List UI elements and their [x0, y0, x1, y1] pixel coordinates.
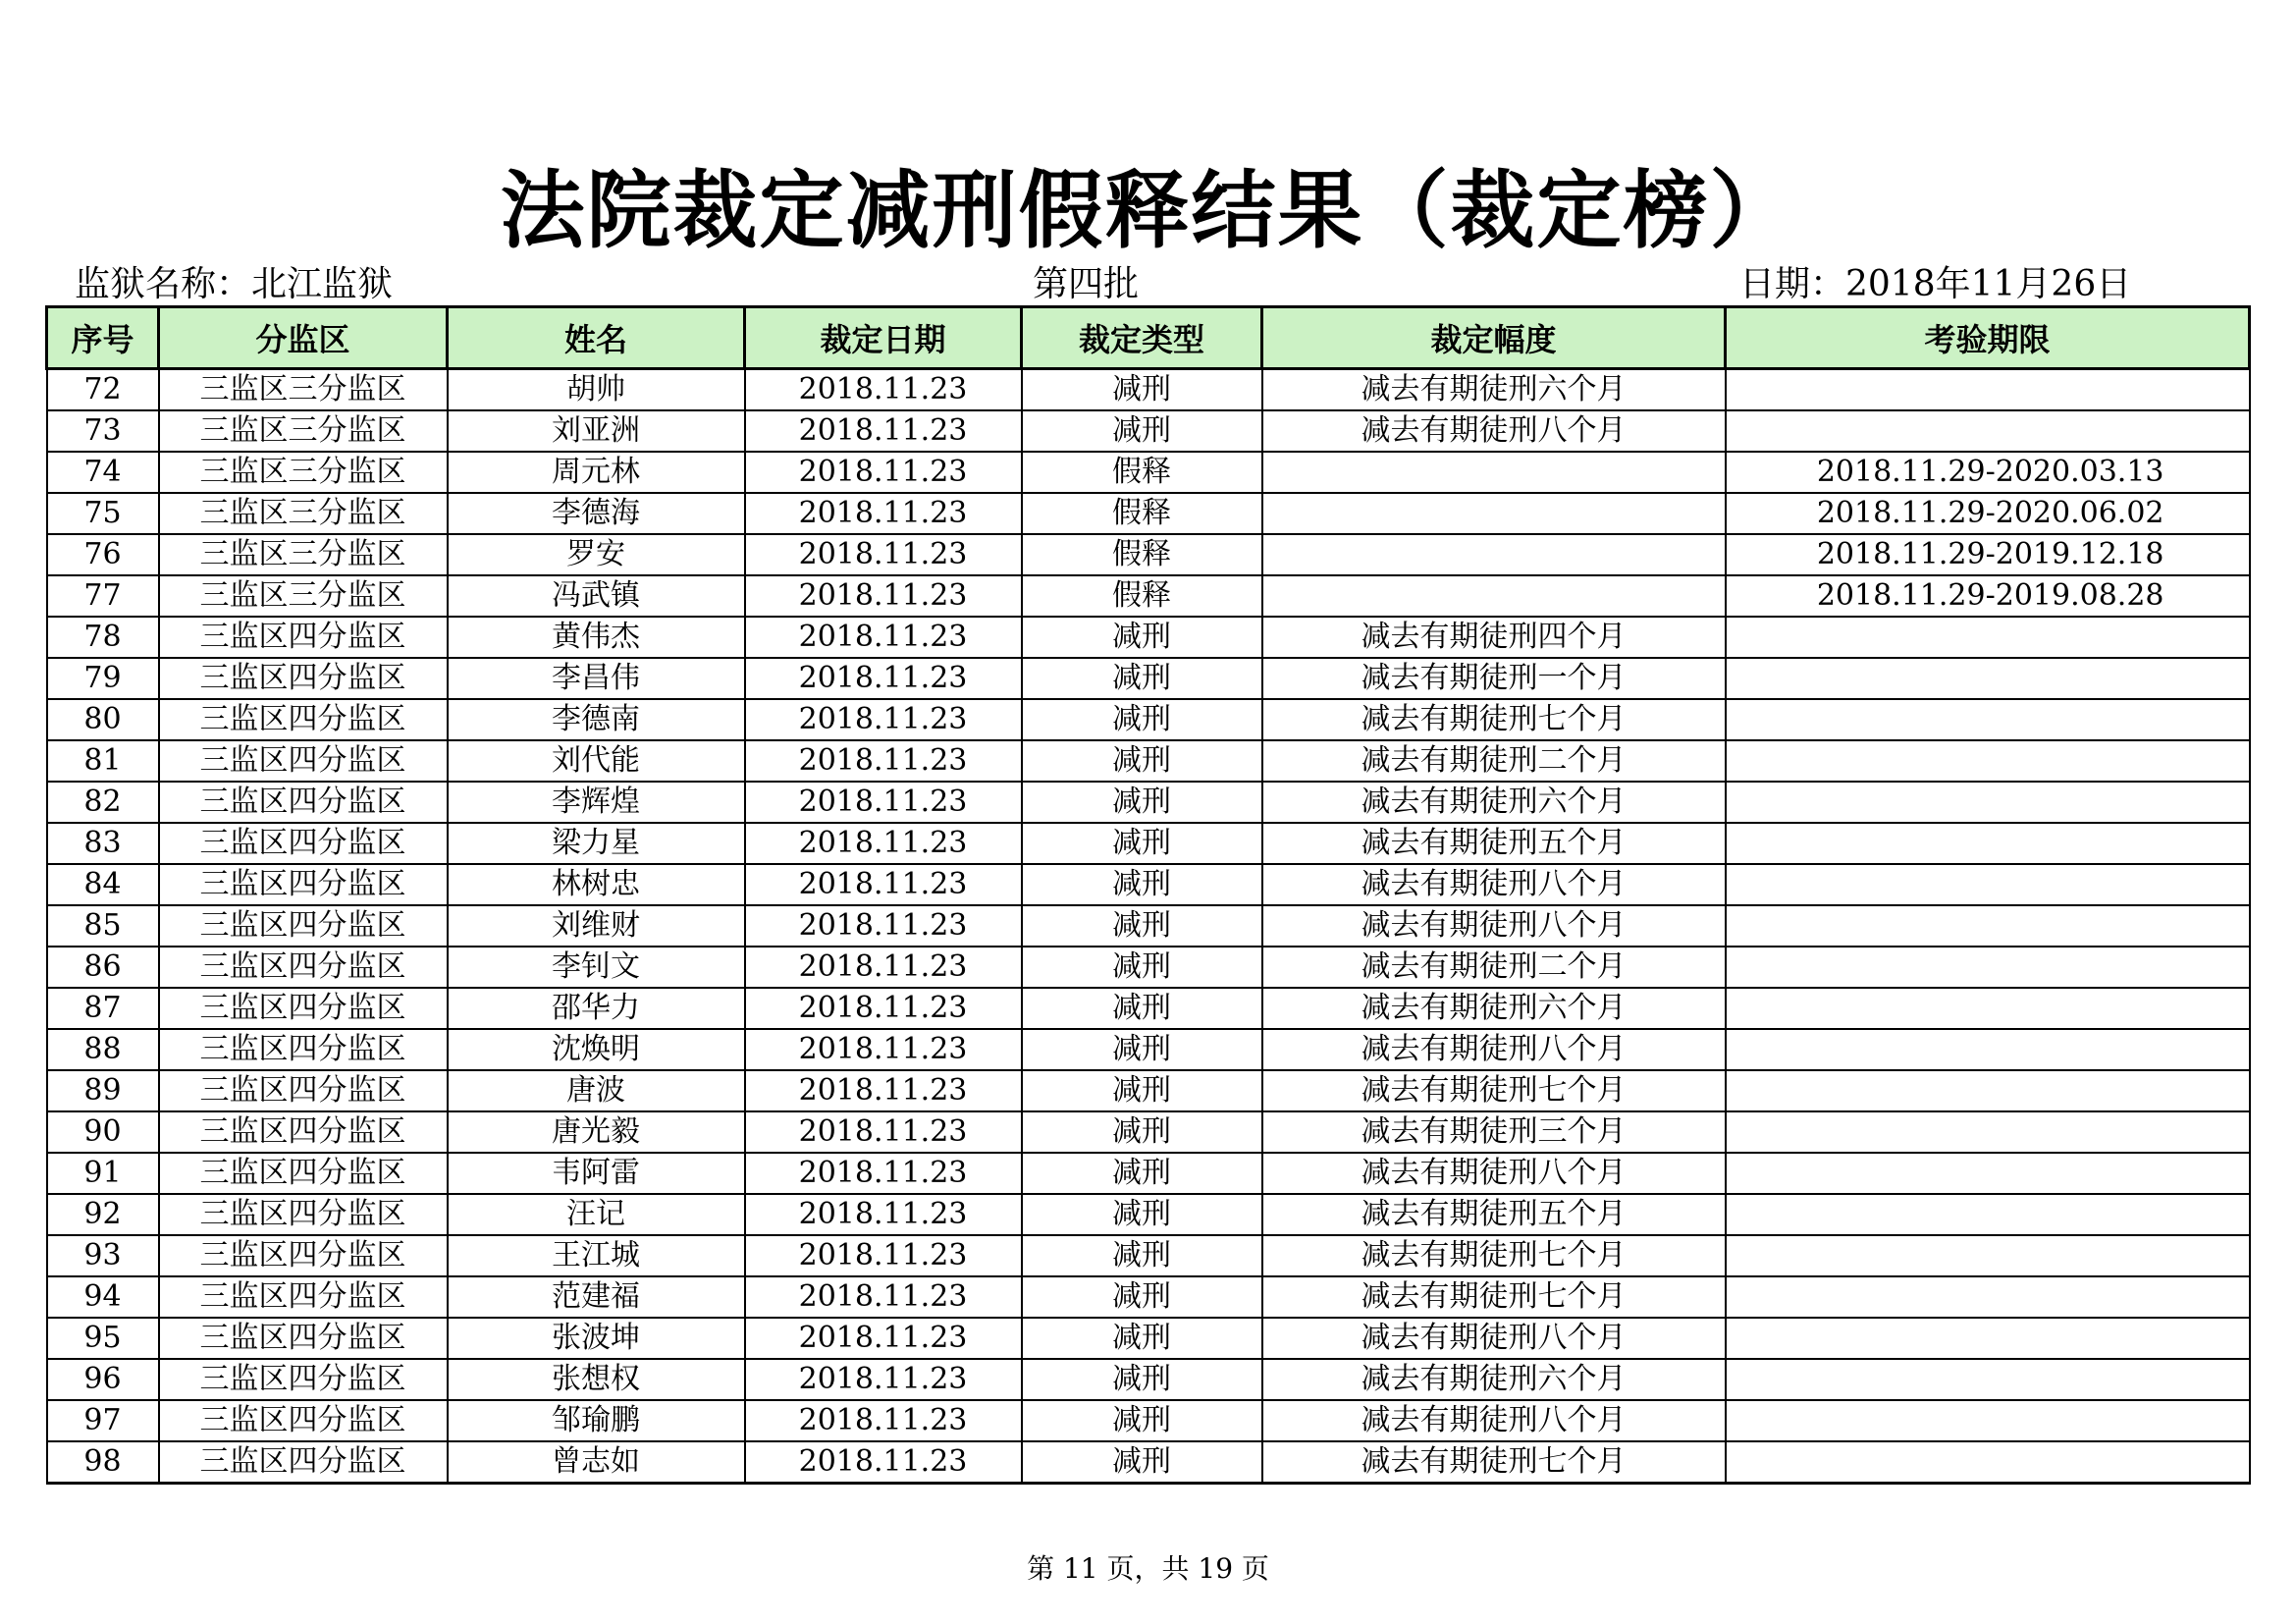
table-row	[47, 369, 2250, 411]
cell-no: 82	[47, 782, 159, 823]
cell-name: 唐波	[448, 1070, 745, 1111]
cell-name: 罗安	[448, 534, 745, 575]
cell-ruling-range: 减去有期徒刑六个月	[1262, 1359, 1726, 1400]
cell-probation-period	[1726, 905, 2250, 947]
cell-district: 三监区四分监区	[159, 1400, 448, 1441]
column-header-ruling-range: 裁定幅度	[1262, 307, 1726, 369]
cell-no: 86	[47, 947, 159, 988]
cell-ruling-date: 2018.11.23	[745, 369, 1022, 411]
cell-ruling-range: 减去有期徒刑一个月	[1262, 658, 1726, 699]
cell-name: 张波坤	[448, 1318, 745, 1359]
cell-district: 三监区三分监区	[159, 452, 448, 493]
table-row	[47, 1235, 2250, 1276]
cell-ruling-type: 减刑	[1022, 617, 1262, 658]
cell-ruling-type: 减刑	[1022, 699, 1262, 740]
table-row	[47, 534, 2250, 575]
cell-district: 三监区四分监区	[159, 699, 448, 740]
cell-probation-period	[1726, 1111, 2250, 1153]
cell-probation-period	[1726, 410, 2250, 452]
cell-ruling-date: 2018.11.23	[745, 1153, 1022, 1194]
cell-district: 三监区四分监区	[159, 658, 448, 699]
cell-probation-period	[1726, 1153, 2250, 1194]
cell-probation-period	[1726, 782, 2250, 823]
table-row	[47, 617, 2250, 658]
cell-district: 三监区四分监区	[159, 1235, 448, 1276]
table-row	[47, 493, 2250, 534]
cell-district: 三监区四分监区	[159, 864, 448, 905]
cell-district: 三监区三分监区	[159, 534, 448, 575]
cell-no: 75	[47, 493, 159, 534]
cell-ruling-range: 减去有期徒刑二个月	[1262, 740, 1726, 782]
cell-name: 刘维财	[448, 905, 745, 947]
cell-name: 李辉煌	[448, 782, 745, 823]
cell-district: 三监区四分监区	[159, 617, 448, 658]
cell-ruling-type: 减刑	[1022, 1111, 1262, 1153]
column-header-no: 序号	[47, 307, 159, 369]
batch-label: 第四批	[1033, 264, 1140, 304]
cell-ruling-type: 减刑	[1022, 1194, 1262, 1235]
cell-probation-period: 2018.11.29-2019.08.28	[1726, 575, 2250, 617]
cell-district: 三监区四分监区	[159, 1318, 448, 1359]
cell-ruling-type: 减刑	[1022, 1318, 1262, 1359]
cell-ruling-type: 减刑	[1022, 1276, 1262, 1318]
cell-name: 沈焕明	[448, 1029, 745, 1070]
cell-no: 84	[47, 864, 159, 905]
cell-ruling-date: 2018.11.23	[745, 658, 1022, 699]
cell-name: 范建福	[448, 1276, 745, 1318]
cell-probation-period: 2018.11.29-2020.03.13	[1726, 452, 2250, 493]
cell-district: 三监区四分监区	[159, 1194, 448, 1235]
cell-ruling-type: 减刑	[1022, 1153, 1262, 1194]
cell-no: 74	[47, 452, 159, 493]
cell-no: 93	[47, 1235, 159, 1276]
cell-district: 三监区三分监区	[159, 410, 448, 452]
cell-probation-period	[1726, 1441, 2250, 1484]
cell-district: 三监区四分监区	[159, 905, 448, 947]
cell-ruling-type: 减刑	[1022, 1070, 1262, 1111]
cell-name: 黄伟杰	[448, 617, 745, 658]
cell-probation-period	[1726, 1400, 2250, 1441]
cell-name: 邹瑜鹏	[448, 1400, 745, 1441]
cell-ruling-type: 减刑	[1022, 1359, 1262, 1400]
cell-name: 李钊文	[448, 947, 745, 988]
cell-district: 三监区四分监区	[159, 1070, 448, 1111]
cell-district: 三监区四分监区	[159, 988, 448, 1029]
cell-name: 梁力星	[448, 823, 745, 864]
cell-ruling-type: 减刑	[1022, 1441, 1262, 1484]
table-row	[47, 1070, 2250, 1111]
cell-district: 三监区四分监区	[159, 782, 448, 823]
cell-ruling-range: 减去有期徒刑八个月	[1262, 1318, 1726, 1359]
cell-ruling-type: 减刑	[1022, 1029, 1262, 1070]
cell-probation-period	[1726, 1070, 2250, 1111]
cell-district: 三监区三分监区	[159, 369, 448, 411]
cell-ruling-range: 减去有期徒刑八个月	[1262, 1029, 1726, 1070]
cell-district: 三监区四分监区	[159, 1111, 448, 1153]
cell-name: 李昌伟	[448, 658, 745, 699]
cell-probation-period	[1726, 740, 2250, 782]
cell-ruling-type: 假释	[1022, 493, 1262, 534]
cell-ruling-range	[1262, 575, 1726, 617]
cell-probation-period	[1726, 988, 2250, 1029]
cell-ruling-date: 2018.11.23	[745, 493, 1022, 534]
cell-no: 97	[47, 1400, 159, 1441]
cell-ruling-type: 减刑	[1022, 1400, 1262, 1441]
cell-ruling-date: 2018.11.23	[745, 1070, 1022, 1111]
cell-probation-period	[1726, 617, 2250, 658]
table-row	[47, 1441, 2250, 1484]
cell-probation-period	[1726, 1235, 2250, 1276]
cell-no: 80	[47, 699, 159, 740]
cell-district: 三监区四分监区	[159, 1441, 448, 1484]
cell-ruling-range: 减去有期徒刑六个月	[1262, 369, 1726, 411]
cell-probation-period: 2018.11.29-2019.12.18	[1726, 534, 2250, 575]
page-footer: 第 11 页，共 19 页	[1027, 1552, 1269, 1585]
table-row	[47, 864, 2250, 905]
table-row	[47, 1276, 2250, 1318]
cell-probation-period	[1726, 1029, 2250, 1070]
cell-district: 三监区三分监区	[159, 575, 448, 617]
table-row	[47, 452, 2250, 493]
cell-name: 曾志如	[448, 1441, 745, 1484]
column-header-ruling-type: 裁定类型	[1022, 307, 1262, 369]
table-row	[47, 1153, 2250, 1194]
cell-name: 刘代能	[448, 740, 745, 782]
cell-no: 91	[47, 1153, 159, 1194]
table-row	[47, 905, 2250, 947]
cell-ruling-type: 减刑	[1022, 947, 1262, 988]
cell-ruling-date: 2018.11.23	[745, 782, 1022, 823]
cell-district: 三监区四分监区	[159, 740, 448, 782]
cell-ruling-range: 减去有期徒刑六个月	[1262, 782, 1726, 823]
cell-ruling-date: 2018.11.23	[745, 1276, 1022, 1318]
cell-ruling-range: 减去有期徒刑八个月	[1262, 1400, 1726, 1441]
cell-probation-period	[1726, 947, 2250, 988]
cell-ruling-date: 2018.11.23	[745, 1111, 1022, 1153]
cell-no: 72	[47, 369, 159, 411]
cell-ruling-range: 减去有期徒刑八个月	[1262, 1153, 1726, 1194]
table-row	[47, 410, 2250, 452]
cell-district: 三监区四分监区	[159, 1153, 448, 1194]
cell-ruling-date: 2018.11.23	[745, 1318, 1022, 1359]
cell-name: 李德南	[448, 699, 745, 740]
cell-ruling-date: 2018.11.23	[745, 575, 1022, 617]
table-row	[47, 658, 2250, 699]
cell-ruling-date: 2018.11.23	[745, 947, 1022, 988]
cell-name: 刘亚洲	[448, 410, 745, 452]
cell-no: 73	[47, 410, 159, 452]
cell-name: 邵华力	[448, 988, 745, 1029]
table-header-row	[47, 307, 2250, 369]
cell-ruling-type: 减刑	[1022, 782, 1262, 823]
cell-ruling-type: 假释	[1022, 534, 1262, 575]
cell-name: 唐光毅	[448, 1111, 745, 1153]
cell-probation-period	[1726, 369, 2250, 411]
cell-no: 77	[47, 575, 159, 617]
cell-probation-period	[1726, 1194, 2250, 1235]
page-title: 法院裁定减刑假释结果（裁定榜）	[500, 162, 1796, 260]
cell-district: 三监区四分监区	[159, 947, 448, 988]
cell-ruling-date: 2018.11.23	[745, 864, 1022, 905]
cell-ruling-range: 减去有期徒刑八个月	[1262, 410, 1726, 452]
cell-probation-period	[1726, 823, 2250, 864]
cell-name: 周元林	[448, 452, 745, 493]
cell-ruling-date: 2018.11.23	[745, 617, 1022, 658]
table-row	[47, 1318, 2250, 1359]
cell-probation-period	[1726, 1276, 2250, 1318]
table-body	[47, 369, 2250, 1484]
cell-district: 三监区三分监区	[159, 493, 448, 534]
cell-probation-period	[1726, 864, 2250, 905]
table-row	[47, 699, 2250, 740]
cell-no: 81	[47, 740, 159, 782]
cell-no: 94	[47, 1276, 159, 1318]
column-header-district: 分监区	[159, 307, 448, 369]
table-row	[47, 1359, 2250, 1400]
cell-no: 88	[47, 1029, 159, 1070]
cell-no: 85	[47, 905, 159, 947]
cell-name: 冯武镇	[448, 575, 745, 617]
column-header-ruling-date: 裁定日期	[745, 307, 1022, 369]
cell-no: 78	[47, 617, 159, 658]
cell-name: 胡帅	[448, 369, 745, 411]
cell-ruling-date: 2018.11.23	[745, 823, 1022, 864]
cell-no: 83	[47, 823, 159, 864]
cell-district: 三监区四分监区	[159, 1276, 448, 1318]
cell-ruling-type: 减刑	[1022, 369, 1262, 411]
table-row	[47, 1194, 2250, 1235]
cell-ruling-range: 减去有期徒刑七个月	[1262, 699, 1726, 740]
table-row	[47, 988, 2250, 1029]
cell-ruling-date: 2018.11.23	[745, 534, 1022, 575]
cell-district: 三监区四分监区	[159, 823, 448, 864]
cell-ruling-range	[1262, 493, 1726, 534]
cell-ruling-type: 减刑	[1022, 905, 1262, 947]
cell-ruling-date: 2018.11.23	[745, 1400, 1022, 1441]
cell-no: 89	[47, 1070, 159, 1111]
cell-ruling-range: 减去有期徒刑八个月	[1262, 864, 1726, 905]
cell-no: 98	[47, 1441, 159, 1484]
cell-no: 96	[47, 1359, 159, 1400]
cell-ruling-type: 假释	[1022, 575, 1262, 617]
column-header-probation-period: 考验期限	[1726, 307, 2250, 369]
table-row	[47, 947, 2250, 988]
table-row	[47, 1029, 2250, 1070]
cell-ruling-date: 2018.11.23	[745, 905, 1022, 947]
cell-name: 林树忠	[448, 864, 745, 905]
document-date: 日期：2018年11月26日	[1739, 264, 2132, 304]
cell-ruling-type: 减刑	[1022, 823, 1262, 864]
cell-name: 张想权	[448, 1359, 745, 1400]
ruling-table	[45, 305, 2251, 1485]
cell-probation-period	[1726, 1359, 2250, 1400]
cell-no: 87	[47, 988, 159, 1029]
cell-ruling-type: 减刑	[1022, 658, 1262, 699]
cell-no: 90	[47, 1111, 159, 1153]
cell-ruling-range: 减去有期徒刑八个月	[1262, 905, 1726, 947]
cell-ruling-date: 2018.11.23	[745, 1359, 1022, 1400]
cell-ruling-date: 2018.11.23	[745, 1441, 1022, 1484]
cell-ruling-range: 减去有期徒刑六个月	[1262, 988, 1726, 1029]
cell-ruling-type: 减刑	[1022, 988, 1262, 1029]
cell-ruling-type: 减刑	[1022, 864, 1262, 905]
column-header-name: 姓名	[448, 307, 745, 369]
cell-ruling-range: 减去有期徒刑三个月	[1262, 1111, 1726, 1153]
cell-probation-period	[1726, 658, 2250, 699]
cell-ruling-date: 2018.11.23	[745, 1194, 1022, 1235]
cell-name: 李德海	[448, 493, 745, 534]
table-row	[47, 782, 2250, 823]
cell-no: 95	[47, 1318, 159, 1359]
cell-ruling-range: 减去有期徒刑七个月	[1262, 1070, 1726, 1111]
cell-no: 76	[47, 534, 159, 575]
table-row	[47, 1111, 2250, 1153]
cell-ruling-range: 减去有期徒刑七个月	[1262, 1276, 1726, 1318]
cell-name: 韦阿雷	[448, 1153, 745, 1194]
cell-ruling-range: 减去有期徒刑七个月	[1262, 1235, 1726, 1276]
cell-probation-period: 2018.11.29-2020.06.02	[1726, 493, 2250, 534]
cell-district: 三监区四分监区	[159, 1359, 448, 1400]
cell-ruling-type: 减刑	[1022, 740, 1262, 782]
cell-name: 汪记	[448, 1194, 745, 1235]
cell-ruling-range	[1262, 534, 1726, 575]
prison-name: 监狱名称：北江监狱	[75, 264, 394, 304]
cell-probation-period	[1726, 699, 2250, 740]
table-row	[47, 823, 2250, 864]
cell-ruling-date: 2018.11.23	[745, 740, 1022, 782]
cell-ruling-date: 2018.11.23	[745, 410, 1022, 452]
cell-ruling-type: 假释	[1022, 452, 1262, 493]
table-row	[47, 1400, 2250, 1441]
cell-probation-period	[1726, 1318, 2250, 1359]
cell-no: 79	[47, 658, 159, 699]
cell-ruling-date: 2018.11.23	[745, 988, 1022, 1029]
cell-ruling-date: 2018.11.23	[745, 452, 1022, 493]
cell-ruling-type: 减刑	[1022, 1235, 1262, 1276]
cell-district: 三监区四分监区	[159, 1029, 448, 1070]
cell-name: 王江城	[448, 1235, 745, 1276]
table-row	[47, 740, 2250, 782]
cell-ruling-range: 减去有期徒刑四个月	[1262, 617, 1726, 658]
table-row	[47, 575, 2250, 617]
cell-ruling-date: 2018.11.23	[745, 699, 1022, 740]
cell-ruling-range	[1262, 452, 1726, 493]
cell-ruling-range: 减去有期徒刑七个月	[1262, 1441, 1726, 1484]
cell-ruling-date: 2018.11.23	[745, 1029, 1022, 1070]
cell-no: 92	[47, 1194, 159, 1235]
cell-ruling-date: 2018.11.23	[745, 1235, 1022, 1276]
cell-ruling-range: 减去有期徒刑五个月	[1262, 1194, 1726, 1235]
cell-ruling-range: 减去有期徒刑五个月	[1262, 823, 1726, 864]
cell-ruling-range: 减去有期徒刑二个月	[1262, 947, 1726, 988]
cell-ruling-type: 减刑	[1022, 410, 1262, 452]
